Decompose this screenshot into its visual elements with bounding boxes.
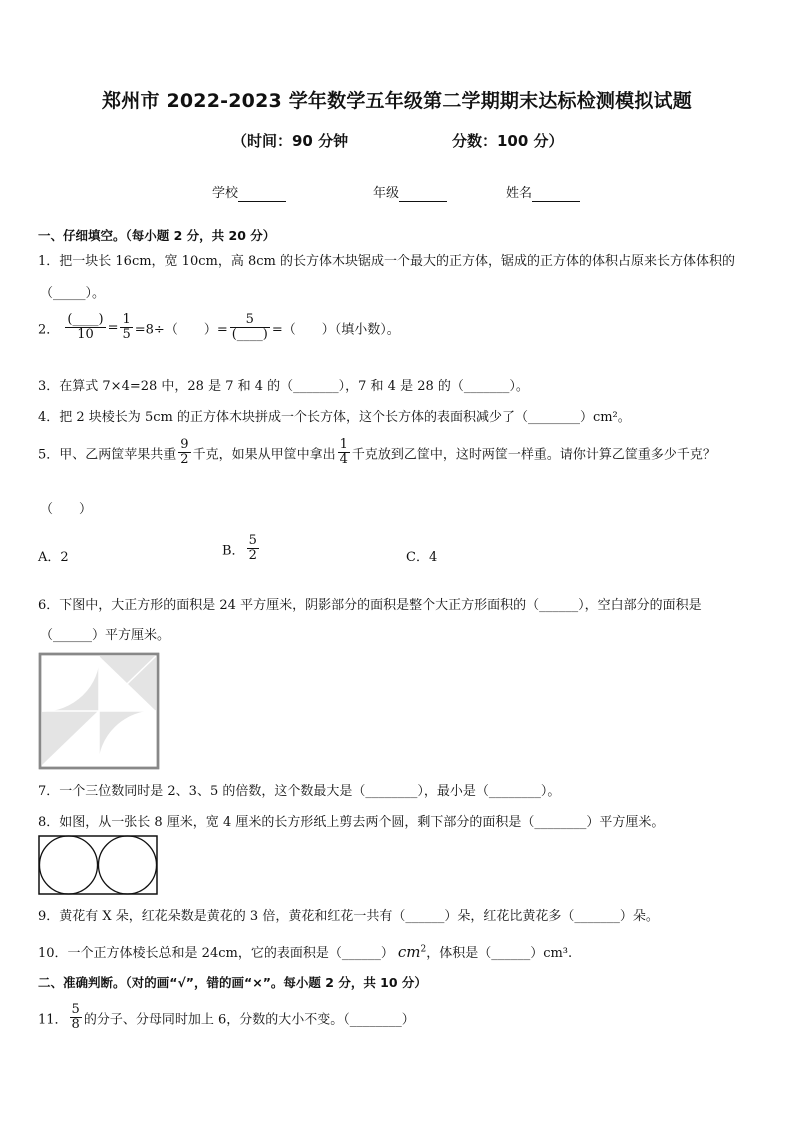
q5-option-b-fraction <box>247 534 259 564</box>
q11-frac-den: 8 <box>71 1017 80 1033</box>
q2-frac1-num[interactable]: (____) <box>67 312 104 327</box>
q2-frac1-den: 10 <box>77 327 94 343</box>
school-blank[interactable] <box>238 186 286 202</box>
page-title: 郑州市 2022-2023 学年数学五年级第二学期期末达标检测模拟试题 <box>102 90 692 112</box>
q5-optb-den: 2 <box>248 548 257 564</box>
q10-part2: ，体积是（______）cm³. <box>426 946 573 961</box>
q2-frac2-den: 5 <box>122 327 131 343</box>
q3: 3．在算式 7×4=28 中，28 是 7 和 4 的（_______），7 和 4 是 28 的（_______）。 <box>38 379 529 394</box>
q9: 9．黄花有 X 朵，红花朵数是黄花的 3 倍，黄花和红花一共有（______）朵，红花比黄花多（_______）朵。 <box>38 909 659 924</box>
q5-option-b-label: B． <box>222 543 245 559</box>
q5-frac1-num: 9 <box>180 437 189 452</box>
section-1-heading: 一、仔细填空。（每小题 2 分，共 20 分） <box>38 228 276 243</box>
q1-line1: 1．把一块长 16cm，宽 10cm，高 8cm 的长方体木块锯成一个最大的正方体，锯成的正方体的体积占原来长方体体积的 <box>38 254 735 269</box>
q2-frac3-den[interactable]: (____) <box>231 327 268 343</box>
q11-number: 11． <box>38 1012 68 1028</box>
q10 <box>38 942 572 961</box>
q8-rectangle-figure <box>38 835 158 895</box>
name-field[interactable] <box>506 182 580 202</box>
q11-fraction <box>70 1003 82 1033</box>
q5-frac2-num: 1 <box>339 437 348 452</box>
q5-option-b[interactable] <box>222 534 261 564</box>
q6-line1: 6．下图中，大正方形的面积是 24 平方厘米，阴影部分的面积是整个大正方形面积的（______），空白部分的面积是 <box>38 598 702 613</box>
name-blank[interactable] <box>532 186 580 202</box>
q6-line2: （______）平方厘米。 <box>40 628 171 643</box>
school-field[interactable] <box>212 182 286 202</box>
q10-unit-exponent: 2 <box>420 944 427 955</box>
q2-frac3-num: 5 <box>230 313 270 328</box>
q2-fraction-2 <box>120 313 132 343</box>
q8: 8．如图，从一张长 8 厘米，宽 4 厘米的长方形纸上剪去两个圆，剩下部分的面积是（________）平方厘米。 <box>38 815 665 830</box>
q5-frac1-den: 2 <box>180 452 189 468</box>
q11-text: 的分子、分母同时加上 6，分数的大小不变。（________） <box>83 1012 415 1028</box>
grade-label: 年级 <box>373 186 400 201</box>
section-2-heading: 二、准确判断。（对的画“√”，错的画“×”。每小题 2 分，共 10 分） <box>38 975 427 990</box>
q2-eq: = <box>107 320 119 336</box>
q5-fraction-2 <box>338 438 350 468</box>
q2-end: =（ ）（填小数）。 <box>271 322 400 338</box>
q7: 7．一个三位数同时是 2、3、5 的倍数，这个数最大是（________），最小是（________）。 <box>38 784 561 799</box>
q5-part1: 5．甲、乙两筐苹果共重 <box>38 447 177 463</box>
q10-part1: 10．一个正方体棱长总和是 24cm，它的表面积是（______） <box>38 946 394 961</box>
q5-option-a[interactable]: A．2 <box>38 550 69 565</box>
q2-mid: =8÷（ ）= <box>134 322 228 338</box>
q10-unit: cm <box>397 943 421 961</box>
exam-time: （时间：90 分钟 <box>232 132 349 150</box>
q5-part3: 千克放到乙筐中，这时两筐一样重。请你计算乙筐重多少千克？ <box>351 447 716 463</box>
q6-square-figure <box>38 652 160 770</box>
q11-frac-num: 5 <box>71 1002 80 1017</box>
q5-part2: 千克，如果从甲筐中拿出 <box>192 447 336 463</box>
q11 <box>38 1003 415 1033</box>
q5-frac2-den: 4 <box>339 452 348 468</box>
q1-line2: （_____）。 <box>40 286 106 301</box>
q5 <box>38 438 716 468</box>
q5-fraction-1 <box>178 438 190 468</box>
q5-answer-paren[interactable]: （ ） <box>40 502 93 517</box>
q2-fraction-3 <box>230 313 270 343</box>
grade-field[interactable] <box>373 182 447 202</box>
q2-number: 2． <box>38 322 60 338</box>
q4: 4．把 2 块棱长为 5cm 的正方体木块拼成一个长方体，这个长方体的表面积减少了（________）cm²。 <box>38 410 631 425</box>
q5-option-c[interactable]: C．4 <box>406 550 438 565</box>
q2 <box>38 313 400 343</box>
q2-frac2-num: 1 <box>122 312 131 327</box>
name-label: 姓名 <box>506 186 533 201</box>
grade-blank[interactable] <box>399 186 447 202</box>
exam-score: 分数：100 分） <box>452 132 564 150</box>
q5-optb-num: 5 <box>248 533 257 548</box>
q2-fraction-1 <box>65 313 105 343</box>
school-label: 学校 <box>212 186 239 201</box>
